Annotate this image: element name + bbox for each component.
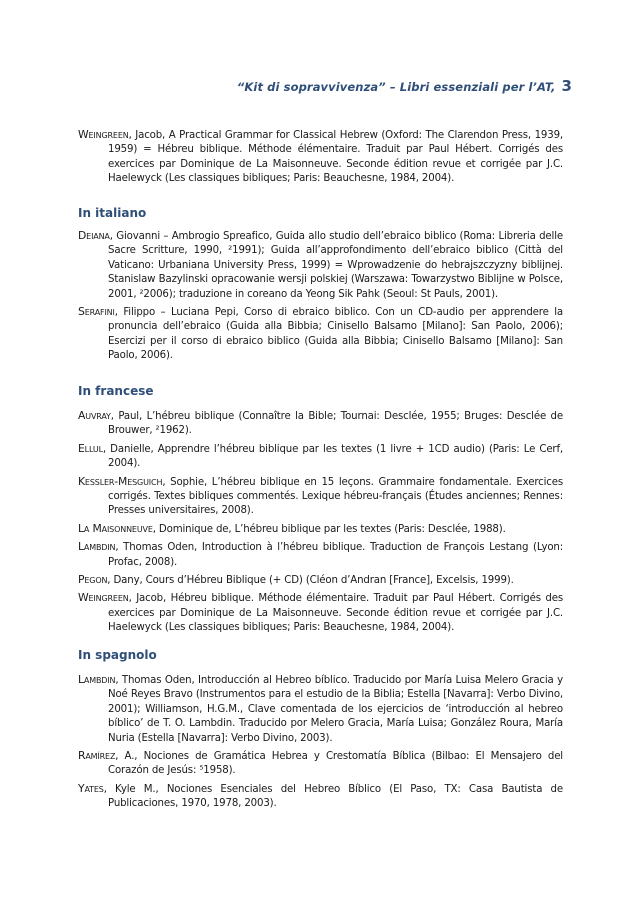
section-spagnolo	[78, 673, 563, 815]
section-heading-francese: In francese	[78, 384, 154, 398]
section-francese	[78, 409, 563, 639]
section-heading-spagnolo: In spagnolo	[78, 648, 157, 662]
bib-entry: Lambdin, Thomas Oden, Introduction à l’hébreu biblique. Traduction de François Lestang (Lyon: Profac, 2008).	[78, 540, 563, 568]
page-number: 3	[561, 77, 572, 95]
bib-entry: Weingreen, Jacob, A Practical Grammar for Classical Hebrew (Oxford: The Clarendon Press, 1939, 1959) = Hébreu biblique. Méthode élémentaire. Traduit par Paul Hébert. Corrigés des exercices par Dominique de La Maisonneuve. Seconde édition revue et corrigée par J.C. Haelewyck (Les classiques bibliques; Paris: Beauchesne, 1984, 2004).	[78, 128, 563, 185]
bib-entry: Deiana, Giovanni – Ambrogio Spreafico, Guida allo studio dell’ebraico biblico (Roma: Libreria delle Sacre Scritture, 1990, ²1991); Guida all’approfondimento dell’ebraico biblico (Città del Vaticano: Urbaniana University Press, 1999) = Wprowadzenie do hebrajszczyzny biblijnej. Stanislaw Bazylinski opracowanie wersji polskiej (Warszawa: Towarzystwo Biblijne w Polsce, 2001, ²2006); traduzione in coreano da Yeong Sik Pahk (Seoul: St Pauls, 2001).	[78, 229, 563, 300]
bibliography-intro-block	[78, 128, 563, 190]
bib-entry: Ellul, Danielle, Apprendre l’hébreu biblique par les textes (1 livre + 1CD audio) (Paris: Le Cerf, 2004).	[78, 441, 563, 470]
running-header	[237, 77, 572, 95]
bib-entry: Pegon, Dany, Cours d’Hébreu Biblique (+ CD) (Cléon d’Andran [France], Excelsis, 1999).	[78, 573, 514, 587]
bib-entry: Serafini, Filippo – Luciana Pepi, Corso di ebraico biblico. Con un CD-audio per apprendere la pronuncia dell’ebraico (Guida alla Bibbia; Cinisello Balsamo [Milano]: San Paolo, 2006); Esercizi per il corso di ebraico biblico (Guida alla Bibbia; Cinisello Balsamo [Milano]: San Paolo, 2006).	[78, 305, 563, 362]
header-title: “Kit di sopravvivenza” – Libri essenziali per l’AT,	[236, 80, 556, 94]
bib-entry: Ramírez, A., Nociones de Gramática Hebrea y Crestomatía Bíblica (Bilbao: El Mensajero del Corazón de Jesús: ⁵1958).	[78, 749, 563, 777]
bib-entry: Auvray, Paul, L’hébreu biblique (Connaître la Bible; Tournai: Desclée, 1955; Bruges: Desclée de Brouwer, ²1962).	[78, 409, 563, 437]
section-italiano	[78, 229, 563, 367]
section-heading-italiano: In italiano	[78, 206, 147, 220]
bib-entry: Kessler-Mesguich, Sophie, L’hébreu biblique en 15 leçons. Grammaire fondamentale. Exercices corrigés. Textes bibliques commentés. Lexique hébreu-français (Études anciennes; Rennes: Presses universitaires, 2008).	[78, 474, 563, 517]
bib-entry: Weingreen, Jacob, Hébreu biblique. Méthode élémentaire. Traduit par Paul Hébert. Corrigés des exercices par Dominique de La Maisonneuve. Seconde édition revue et corrigée par J.C. Haelewyck (Les classiques bibliques; Paris: Beauchesne, 1984, 2004).	[78, 591, 563, 634]
bib-entry: La Maisonneuve, Dominique de, L’hébreu biblique par les textes (Paris: Desclée, 1988).	[78, 521, 506, 535]
bib-entry: Yates, Kyle M., Nociones Esenciales del Hebreo Bíblico (El Paso, TX: Casa Bautista de Publicaciones, 1970, 1978, 2003).	[78, 781, 563, 810]
bib-entry: Lambdin, Thomas Oden, Introducción al Hebreo bíblico. Traducido por María Luisa Melero Gracia y Noé Reyes Bravo (Instrumentos para el estudio de la Biblia; Estella [Navarra]: Verbo Divino, 2001); Williamson, H.G.M., Clave comentada de los ejercicios de ‘introducción al hebreo bíblico’ de T. O. Lambdin. Traducido por Melero Gracia, María Luisa; González Roura, María Nuria (Estella [Navarra]: Verbo Divino, 2003).	[78, 673, 563, 744]
